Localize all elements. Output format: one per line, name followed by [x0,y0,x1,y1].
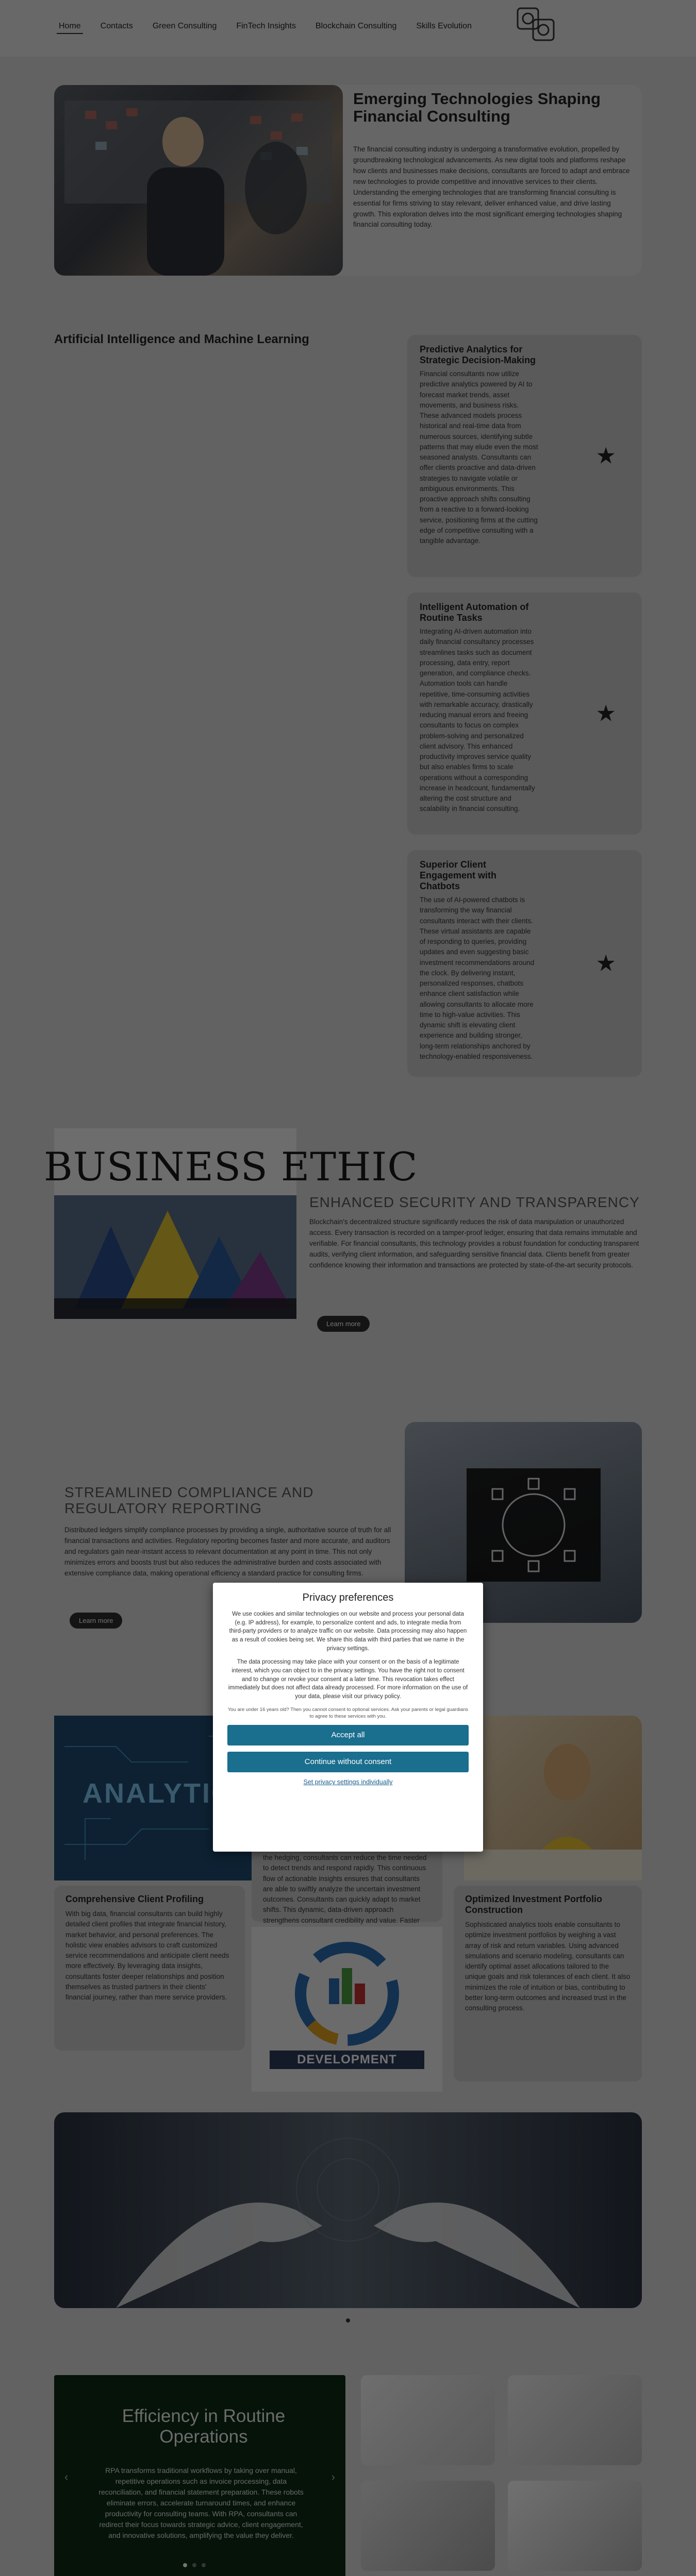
privacy-modal [213,1583,483,1852]
privacy-modal-text-1: We use cookies and similar technologies on our website and process your personal data (e.g. IP address), for example, to personalize content and ads, to integrate media from third-party providers or to analyze traffic on our website. Data processing may also happen as a result of cookies being set. We share this data with third parties that we name in the privacy settings. [229,1611,467,1652]
privacy-modal-title: Privacy preferences [302,1592,394,1603]
privacy-settings-link[interactable]: Set privacy settings individually [303,1778,393,1786]
accept-all-button[interactable]: Accept all [227,1725,469,1745]
privacy-modal-text-2: The data processing may take place with your consent or on the basis of a legitimate interest, which you can object to in the privacy settings. You have the right not to consent and to change or revoke your consent at a later time. This revocation takes effect immediately but does not affect data already processed. For more information on the use of your data, please visit our privacy policy. [228,1659,468,1700]
privacy-modal-age-notice: You are under 16 years old? Then you cannot consent to optional services. Ask your parents or legal guardians to agree to these services with you. [227,1706,469,1720]
continue-without-consent-button[interactable]: Continue without consent [227,1752,469,1772]
